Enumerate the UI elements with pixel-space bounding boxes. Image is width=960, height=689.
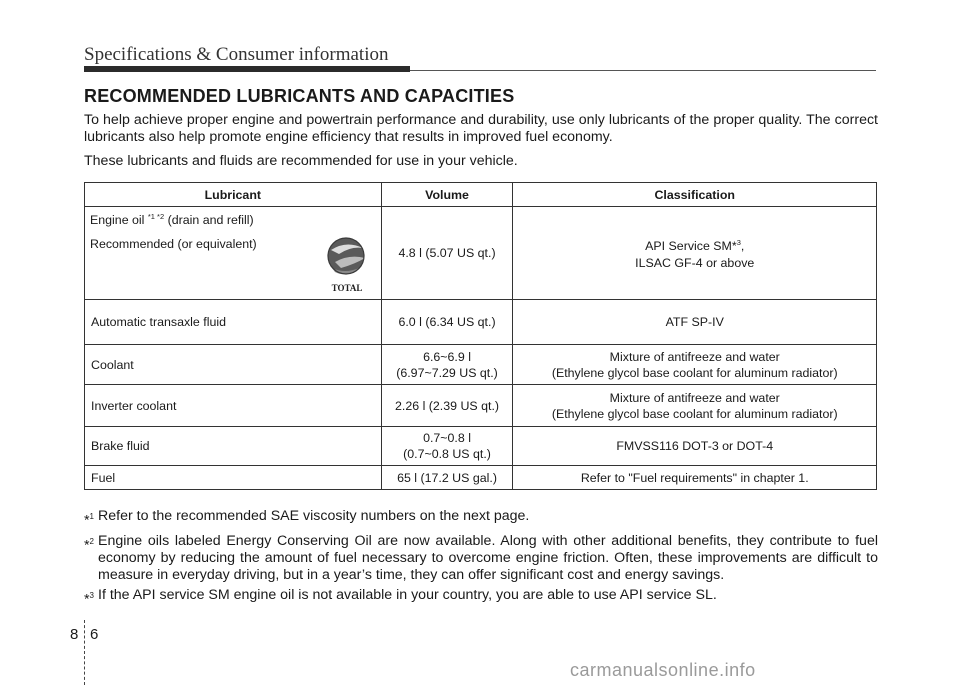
header-lubricant: Lubricant — [85, 183, 382, 207]
engine-oil-volume: 4.8 l (5.07 US qt.) — [381, 207, 513, 300]
row-classification: Refer to "Fuel requirements" in chapter 1. — [513, 466, 877, 490]
total-logo-icon — [321, 234, 373, 296]
row-volume: 0.7~0.8 l (0.7~0.8 US qt.) — [381, 427, 513, 466]
header-classification: Classification — [513, 183, 877, 207]
table-header-row — [85, 183, 877, 207]
intro-paragraph-1: To help achieve proper engine and powertrain performance and durability, use only lubricants of the proper quality. The correct lubricants also help promote engine efficiency that results in improved fuel economy. — [84, 112, 878, 145]
row-classification: ATF SP-IV — [513, 300, 877, 345]
footnote-marks: *1 *2 — [147, 212, 165, 221]
header-rule — [410, 70, 876, 71]
row-classification: FMVSS116 DOT-3 or DOT-4 — [513, 427, 877, 466]
chapter-number: 8 — [70, 626, 79, 643]
row-lubricant: Fuel — [85, 466, 382, 490]
table-row — [85, 466, 877, 490]
engine-oil-label: Engine oil $^{*1 *2}$ (drain and refill) — [90, 212, 254, 228]
row-lubricant: Automatic transaxle fluid — [85, 300, 382, 345]
engine-oil-cell — [85, 207, 382, 300]
row-volume: 6.6~6.9 l (6.97~7.29 US qt.) — [381, 345, 513, 385]
table-row — [85, 345, 877, 385]
row-classification: Mixture of antifreeze and water (Ethylene glycol base coolant for aluminum radiator) — [513, 385, 877, 427]
row-classification: Mixture of antifreeze and water (Ethylene glycol base coolant for aluminum radiator) — [513, 345, 877, 385]
table-row — [85, 427, 877, 466]
watermark: carmanualsonline.info — [570, 660, 756, 680]
page-divider — [84, 620, 86, 685]
footnote-2: *$^2$ Engine oils labeled Energy Conserving Oil are now available. Along with other additional benefits, they contribute to fuel economy by reducing the amount of fuel necessary to overcome engine friction. Often, these improvements are difficult to measure in everyday driving, but in a year’s time, they can offer significant cost and energy savings. — [84, 532, 878, 583]
row-lubricant: Coolant — [85, 345, 382, 385]
row-lubricant: Brake fluid — [85, 427, 382, 466]
page-title: RECOMMENDED LUBRICANTS AND CAPACITIES — [84, 86, 515, 106]
recommended-label: Recommended (or equivalent) — [90, 237, 257, 251]
row-volume: 65 l (17.2 US gal.) — [381, 466, 513, 490]
footnotes — [84, 508, 878, 611]
footnote-3: *$^3$ If the API service SM engine oil is not available in your country, you are able to use API service SL. — [84, 586, 717, 608]
page-number: 6 — [90, 626, 99, 643]
row-volume: 6.0 l (6.34 US qt.) — [381, 300, 513, 345]
lubricants-table — [84, 182, 877, 490]
table-row — [85, 300, 877, 345]
header-volume: Volume — [381, 183, 513, 207]
table-row — [85, 385, 877, 427]
svg-text:TOTAL: TOTAL — [331, 283, 363, 293]
header-bar — [84, 66, 410, 72]
row-lubricant: Inverter coolant — [85, 385, 382, 427]
intro-paragraph-2: These lubricants and fluids are recommended for use in your vehicle. — [84, 153, 518, 169]
table-row-engine-oil — [85, 207, 877, 300]
intro-text — [84, 112, 878, 170]
section-header: Specifications & Consumer information — [84, 44, 389, 65]
footnote-1: *$^1$ Refer to the recommended SAE viscosity numbers on the next page. — [84, 508, 530, 529]
engine-oil-classification: API Service SM*$^3$, ILSAC GF-4 or above — [513, 207, 877, 300]
row-volume: 2.26 l (2.39 US qt.) — [381, 385, 513, 427]
